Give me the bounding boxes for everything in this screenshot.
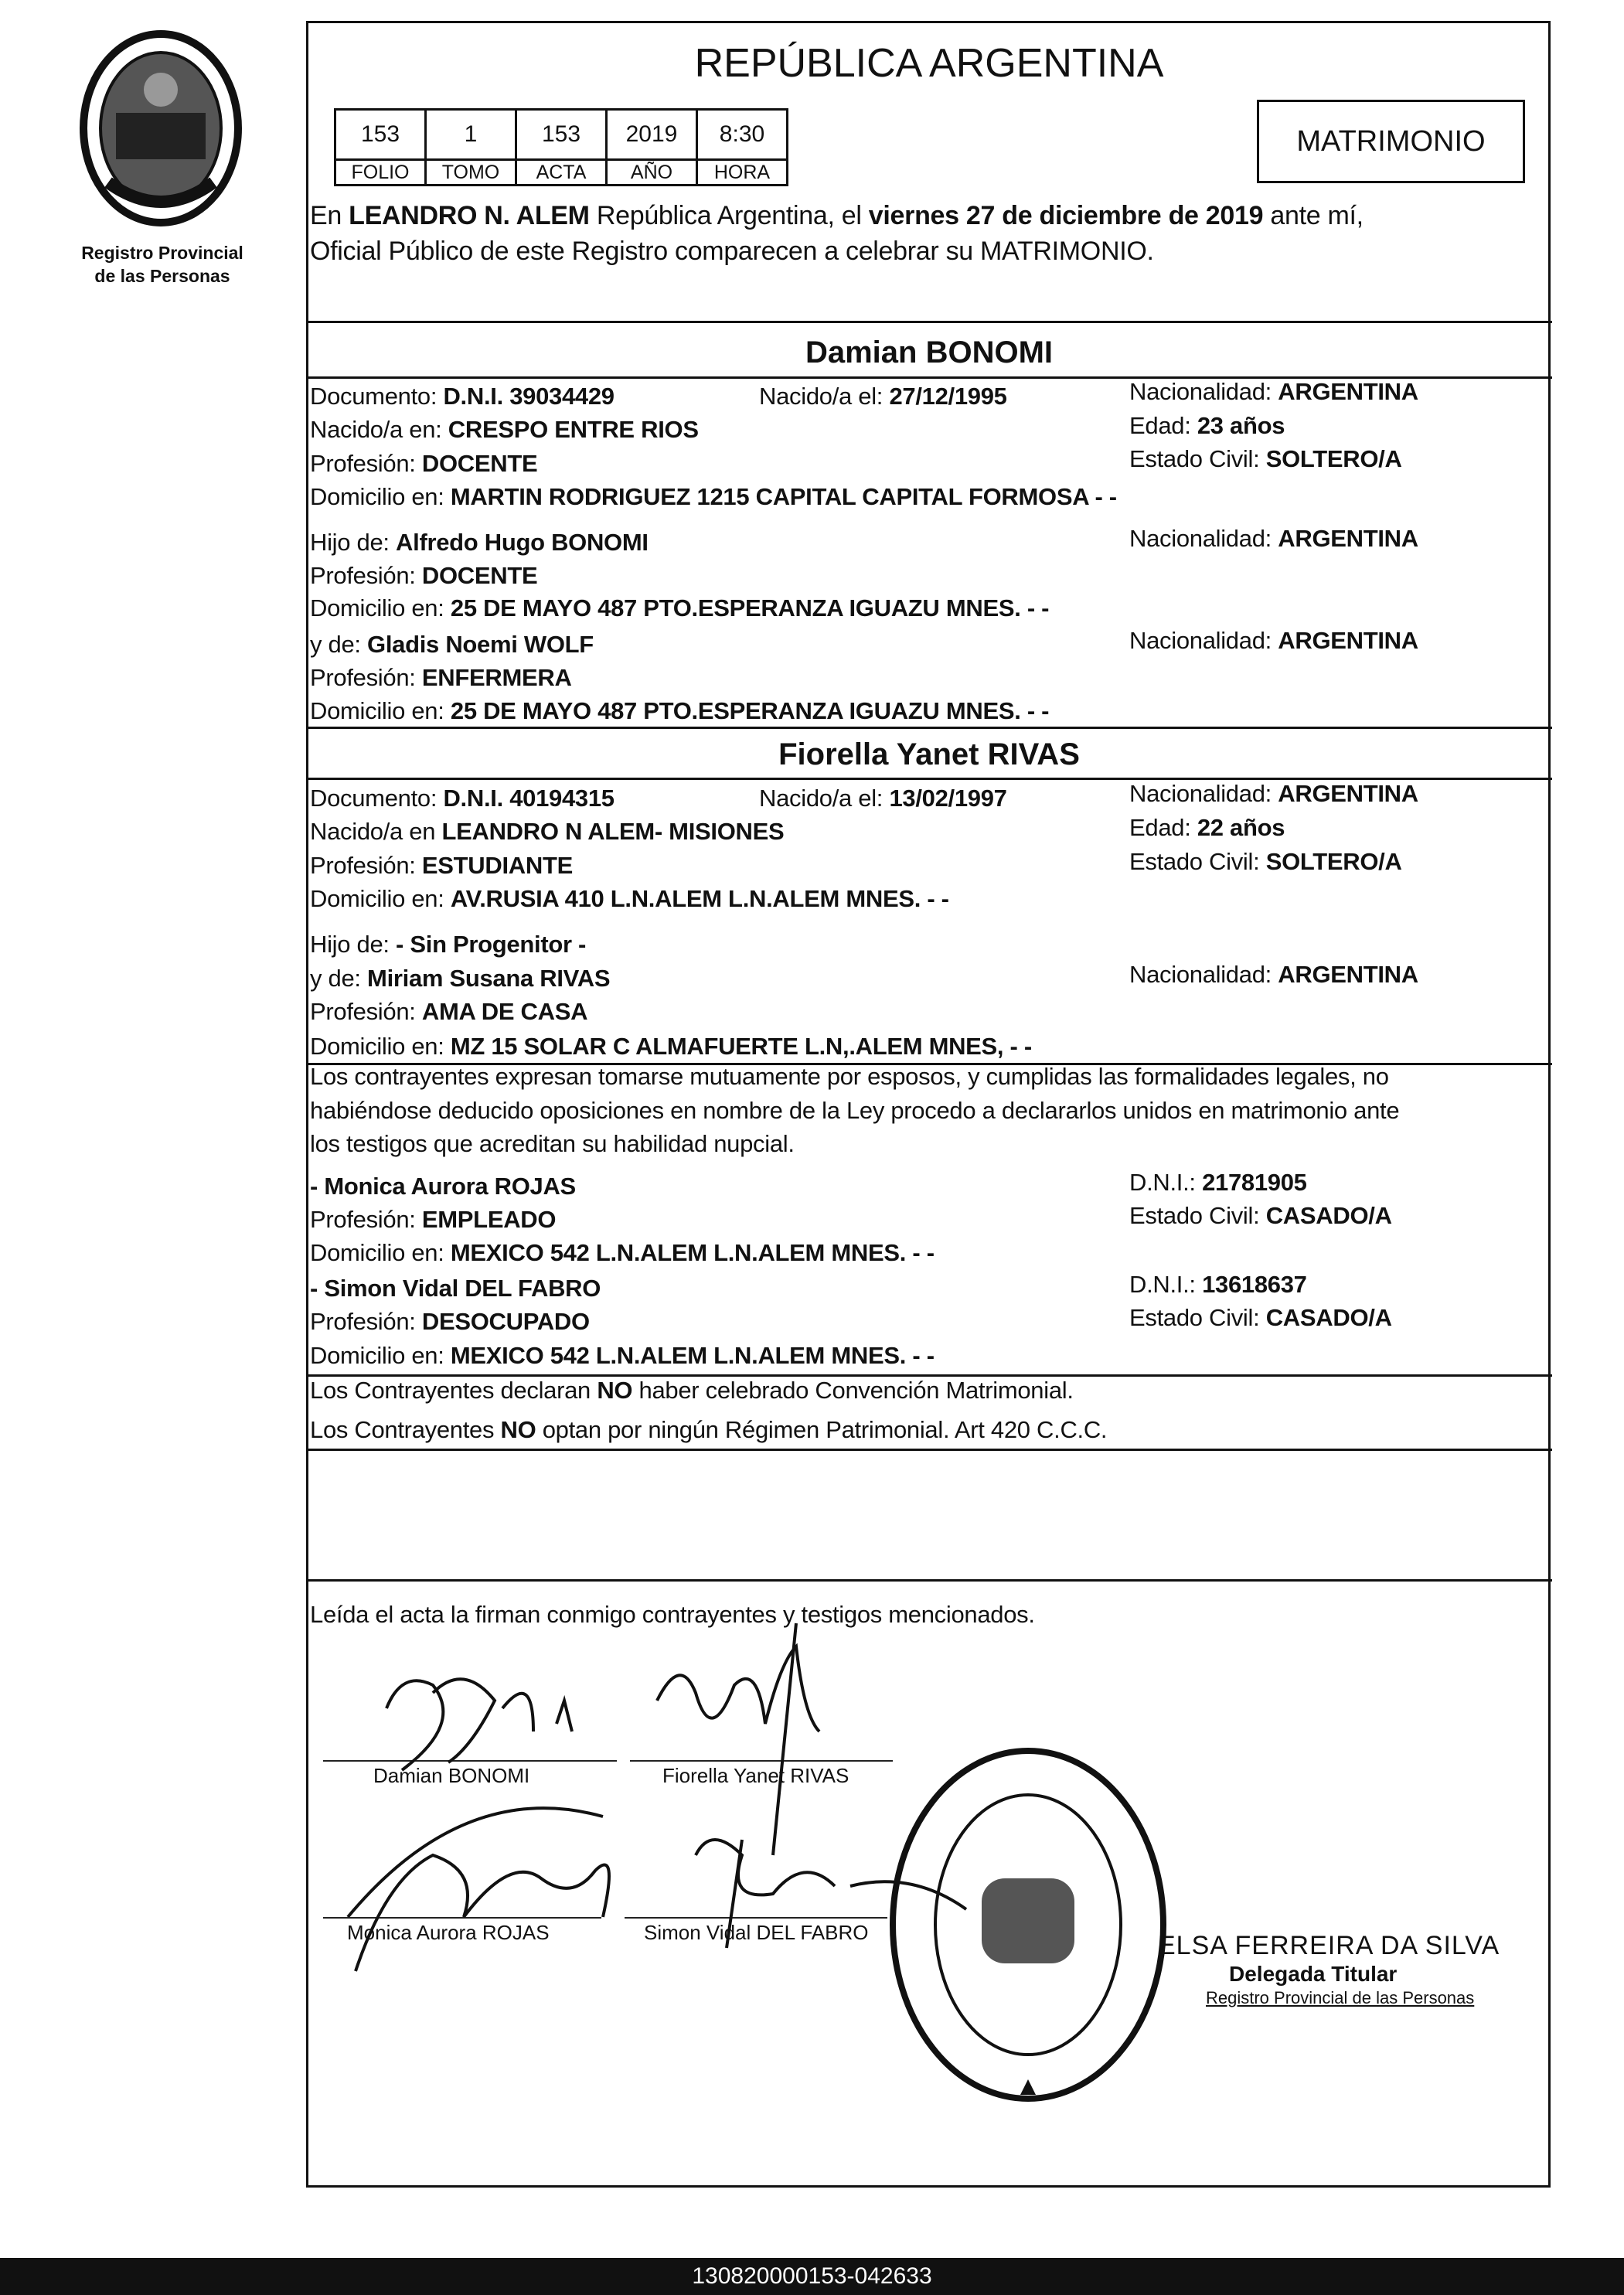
- field-value: AMA DE CASA: [421, 998, 588, 1025]
- field-text: Estado Civil:: [1129, 848, 1260, 875]
- declaration-line3: los testigos que acreditan su habilidad nupcial.: [310, 1130, 795, 1157]
- field-text: Los Contrayentes: [310, 1416, 501, 1443]
- field-value: 21781905: [1202, 1169, 1307, 1196]
- closing-text: Leída el acta la firman conmigo contrayentes y testigos mencionados.: [310, 1601, 1035, 1628]
- field-value: ARGENTINA: [1278, 627, 1418, 654]
- field-value: ESTUDIANTE: [421, 852, 573, 879]
- field-value: LEANDRO N ALEM- MISIONES: [441, 818, 785, 845]
- field-text: Profesión:: [310, 562, 416, 589]
- tomo-value: 1: [426, 110, 516, 160]
- declaration-line1: Los contrayentes expresan tomarse mutuamente por esposos, y cumplidas las formalidades legales, no: [310, 1063, 1389, 1090]
- field-text: Estado Civil:: [1129, 445, 1260, 472]
- field-value: ARGENTINA: [1278, 378, 1418, 405]
- field-text: Nacionalidad:: [1129, 525, 1272, 552]
- field-value: EMPLEADO: [421, 1206, 557, 1233]
- field-value: - Sin Progenitor -: [396, 931, 587, 958]
- field-text: Documento:: [310, 785, 437, 812]
- field-text: Edad:: [1129, 814, 1191, 841]
- field-value: SOLTERO/A: [1265, 445, 1402, 472]
- field-value: 25 DE MAYO 487 PTO.ESPERANZA IGUAZU MNES. - -: [450, 697, 1050, 724]
- officer-role: Delegada Titular: [1229, 1962, 1398, 1986]
- field-value: D.N.I. 40194315: [443, 785, 615, 812]
- field-value: 27/12/1995: [889, 383, 1007, 410]
- field-text: D.N.I.:: [1129, 1271, 1196, 1298]
- field-value: CASADO/A: [1265, 1304, 1392, 1331]
- hora-label: HORA: [697, 160, 788, 186]
- field-text: Hijo de:: [310, 529, 390, 556]
- document-code-footer: 130820000153-042633: [0, 2258, 1624, 2295]
- signature-spouse2: [657, 1623, 819, 1855]
- field-value: 23 años: [1197, 412, 1285, 439]
- field-value: Alfredo Hugo BONOMI: [396, 529, 649, 556]
- field-text: Domicilio en:: [310, 594, 444, 621]
- seal-stamp-icon: [881, 1739, 1175, 2110]
- field-text: ante mí,: [1263, 201, 1364, 230]
- field-text: Profesión:: [310, 852, 416, 879]
- signature-label-spouse1: Damian BONOMI: [373, 1764, 530, 1787]
- logo-caption-line1: Registro Provincial: [81, 243, 243, 263]
- field-value: viernes 27 de diciembre de 2019: [868, 201, 1264, 230]
- field-value: ARGENTINA: [1278, 525, 1418, 552]
- declaration-line2: habiéndose deducido oposiciones en nombre de la Ley procedo a declararlos unidos en matrimonio ante: [310, 1097, 1400, 1124]
- field-text: Los Contrayentes declaran: [310, 1377, 598, 1404]
- field-value: D.N.I. 39034429: [443, 383, 615, 410]
- anio-label: AÑO: [607, 160, 697, 186]
- field-text: Domicilio en:: [310, 483, 444, 510]
- field-text: Domicilio en:: [310, 1239, 444, 1266]
- field-value: SOLTERO/A: [1265, 848, 1402, 875]
- field-text: Domicilio en:: [310, 885, 444, 912]
- field-value: - Monica Aurora ROJAS: [310, 1173, 576, 1200]
- field-text: [982, 1878, 1074, 1963]
- spouse2-name: Fiorella Yanet RIVAS: [778, 737, 1080, 771]
- document-title: REPÚBLICA ARGENTINA: [694, 41, 1164, 86]
- field-text: Nacido/a en:: [310, 416, 442, 443]
- field-text: haber celebrado Convención Matrimonial.: [632, 1377, 1074, 1404]
- field-value: 13/02/1997: [889, 785, 1007, 812]
- act-type-box: MATRIMONIO: [1257, 100, 1525, 183]
- field-text: y de:: [310, 631, 361, 658]
- field-text: Nacionalidad:: [1129, 961, 1272, 988]
- field-text: Estado Civil:: [1129, 1304, 1260, 1331]
- field-text: Profesión:: [310, 1308, 416, 1335]
- field-text: Nacido/a en: [310, 818, 436, 845]
- officer-name: ELSA FERREIRA DA SILVA: [1158, 1931, 1500, 1960]
- spouse1-name: Damian BONOMI: [805, 335, 1054, 369]
- field-text: Profesión:: [310, 450, 416, 477]
- acta-value: 153: [516, 110, 607, 160]
- field-text: Domicilio en:: [310, 1342, 444, 1369]
- field-value: 22 años: [1197, 814, 1285, 841]
- field-text: En: [310, 201, 349, 230]
- field-value: ARGENTINA: [1278, 961, 1418, 988]
- field-value: 13618637: [1202, 1271, 1307, 1298]
- anio-value: 2019: [607, 110, 697, 160]
- field-value: NO: [597, 1377, 633, 1404]
- field-value: LEANDRO N. ALEM: [349, 201, 590, 230]
- field-value: NO: [500, 1416, 536, 1443]
- field-text: Domicilio en:: [310, 1033, 444, 1060]
- field-text: Hijo de:: [310, 931, 390, 958]
- field-text: y de:: [310, 965, 361, 992]
- signature-witness1: [348, 1808, 609, 1971]
- signature-spouse1: [386, 1679, 572, 1770]
- field-value: MARTIN RODRIGUEZ 1215 CAPITAL CAPITAL FORMOSA - -: [450, 483, 1117, 510]
- field-text: Nacionalidad:: [1129, 627, 1272, 654]
- field-text: República Argentina, el: [589, 201, 869, 230]
- field-value: DESOCUPADO: [421, 1308, 590, 1335]
- field-text: Profesión:: [310, 1206, 416, 1233]
- field-text: Nacionalidad:: [1129, 378, 1272, 405]
- field-value: DOCENTE: [421, 562, 538, 589]
- field-value: CASADO/A: [1265, 1202, 1392, 1229]
- field-text: Documento:: [310, 383, 437, 410]
- acta-label: ACTA: [516, 160, 607, 186]
- field-value: MEXICO 542 L.N.ALEM L.N.ALEM MNES. - -: [450, 1342, 935, 1369]
- field-text: Nacido/a el:: [759, 383, 883, 410]
- field-text: Profesión:: [310, 664, 416, 691]
- field-text: D.N.I.:: [1129, 1169, 1196, 1196]
- field-value: MZ 15 SOLAR C ALMAFUERTE L.N,.ALEM MNES, - -: [450, 1033, 1032, 1060]
- field-value: ENFERMERA: [421, 664, 572, 691]
- logo-caption-line2: de las Personas: [94, 266, 230, 286]
- signature-label-witness2: Simon Vidal DEL FABRO: [644, 1921, 869, 1944]
- field-text: Edad:: [1129, 412, 1191, 439]
- field-value: ARGENTINA: [1278, 780, 1418, 807]
- field-text: optan por ningún Régimen Patrimonial. Art 420 C.C.C.: [536, 1416, 1108, 1443]
- field-value: Miriam Susana RIVAS: [367, 965, 611, 992]
- field-value: MEXICO 542 L.N.ALEM L.N.ALEM MNES. - -: [450, 1239, 935, 1266]
- field-text: Estado Civil:: [1129, 1202, 1260, 1229]
- intro-line2: Oficial Público de este Registro comparecen a celebrar su MATRIMONIO.: [310, 237, 1154, 266]
- field-value: AV.RUSIA 410 L.N.ALEM L.N.ALEM MNES. - -: [450, 885, 949, 912]
- field-value: - Simon Vidal DEL FABRO: [310, 1275, 601, 1302]
- field-text: Domicilio en:: [310, 697, 444, 724]
- hora-value: 8:30: [697, 110, 788, 160]
- field-text: [1020, 2079, 1036, 2095]
- field-value: Gladis Noemi WOLF: [367, 631, 594, 658]
- signature-label-witness1: Monica Aurora ROJAS: [347, 1921, 550, 1944]
- folio-value: 153: [335, 110, 426, 160]
- field-text: Nacido/a el:: [759, 785, 883, 812]
- field-value: DOCENTE: [421, 450, 538, 477]
- officer-office: Registro Provincial de las Personas: [1206, 1988, 1475, 2007]
- signature-label-spouse2: Fiorella Yanet RIVAS: [662, 1764, 849, 1787]
- field-value: 25 DE MAYO 487 PTO.ESPERANZA IGUAZU MNES. - -: [450, 594, 1050, 621]
- field-text: Profesión:: [310, 998, 416, 1025]
- folio-label: FOLIO: [335, 160, 426, 186]
- field-value: CRESPO ENTRE RIOS: [448, 416, 699, 443]
- tomo-label: TOMO: [426, 160, 516, 186]
- field-text: Nacionalidad:: [1129, 780, 1272, 807]
